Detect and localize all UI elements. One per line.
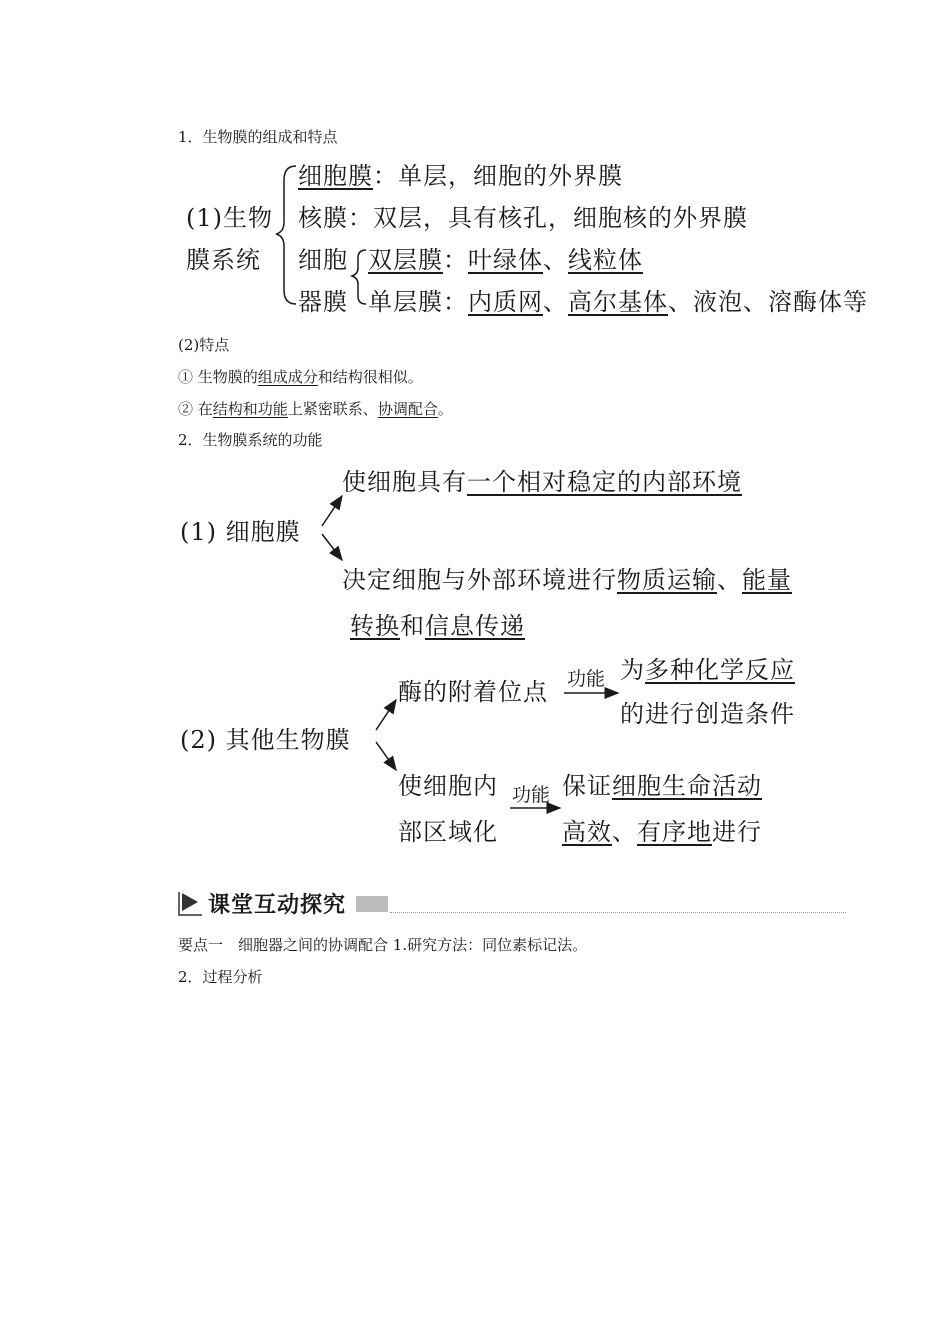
section2-heading: 2．生物膜系统的功能 — [178, 431, 323, 449]
item1-bottom-u3: 转换 — [350, 612, 400, 640]
tree-root-line1: (1)生物 — [186, 204, 273, 232]
double-membrane-term: 双层膜 — [368, 246, 443, 274]
colon: ： — [443, 246, 468, 274]
item2-label: (2) 其他生物膜 — [180, 726, 351, 754]
nuclear-membrane-desc: ：双层，具有核孔，细胞核的外界膜 — [348, 204, 748, 232]
organelle-line1: 细胞 — [298, 246, 348, 274]
separator: 、 — [612, 818, 637, 846]
mitochondria: 线粒体 — [568, 246, 643, 274]
item1-bottom-u4: 信息传递 — [425, 612, 525, 640]
item1-top-underline: 一个相对稳定的内部环境 — [467, 468, 742, 496]
item1-bottom-u2: 能量 — [742, 566, 792, 594]
separator: 、 — [543, 288, 568, 316]
brace-main — [276, 166, 296, 304]
section1-heading: 1．生物膜的组成和特点 — [178, 128, 338, 146]
golgi: 高尔基体 — [568, 288, 668, 316]
feature1-prefix: ① 生物膜的 — [178, 368, 258, 386]
er: 内质网 — [468, 288, 543, 316]
feature1-underline: 组成成分 — [257, 368, 318, 386]
item2-bottom-right-prefix: 保证 — [562, 772, 612, 800]
item1-top-prefix: 使细胞具有 — [342, 468, 467, 496]
arrow-item2-up — [376, 700, 396, 730]
feature2-prefix: ② 在 — [178, 400, 213, 418]
brace-organelle — [352, 250, 366, 304]
play-arrow-icon — [178, 890, 204, 916]
colon: ： — [443, 288, 468, 316]
item2-bottom-right-u2: 高效 — [562, 818, 612, 846]
cell-membrane-term: 细胞膜 — [298, 162, 373, 190]
arrow-item1-down — [322, 534, 342, 560]
section3-line2: 2．过程分析 — [178, 968, 263, 986]
chloroplast: 叶绿体 — [468, 246, 543, 274]
item1-bottom-u1: 物质运输 — [617, 566, 717, 594]
banner-grey-block — [356, 896, 388, 912]
feature2-underline2: 协调配合 — [377, 400, 438, 418]
item2-top-right-underline: 多种化学反应 — [645, 656, 795, 684]
section3-line1: 要点一 细胞器之间的协调配合 1.研究方法：同位素标记法。 — [178, 936, 588, 954]
features-heading: (2)特点 — [178, 336, 230, 354]
item1-bottom-prefix: 决定细胞与外部环境进行 — [342, 566, 617, 594]
feature2-mid: 上紧密联系、 — [287, 400, 378, 418]
separator: 、 — [717, 566, 742, 594]
item2-top-right-line2: 的进行创造条件 — [620, 700, 795, 728]
nuclear-membrane-term: 核膜 — [298, 204, 348, 232]
item2-bottom-right-suffix: 进行 — [712, 818, 762, 846]
single-membrane-term: 单层膜 — [368, 288, 443, 316]
feature1-suffix: 和结构很相似。 — [317, 368, 423, 386]
arrow-item1-up — [322, 496, 342, 526]
section-banner — [178, 888, 848, 918]
item2-bottom-left1: 使细胞内 — [398, 772, 498, 800]
organelle-line2: 器膜 — [298, 288, 348, 316]
item1-bottom-and: 和 — [400, 612, 425, 640]
item2-bottom-right-underline: 细胞生命活动 — [612, 772, 762, 800]
arrow-item2-down — [376, 742, 396, 770]
item2-top-right-prefix: 为 — [620, 656, 645, 684]
item1-label: (1) 细胞膜 — [180, 518, 301, 546]
tree-root-line2: 膜系统 — [186, 246, 261, 274]
item2-bottom-arrow-label: 功能 — [512, 784, 551, 806]
cell-membrane-desc: ：单层，细胞的外界膜 — [373, 162, 623, 190]
single-rest: 、液泡、溶酶体等 — [668, 288, 868, 316]
separator: 、 — [543, 246, 568, 274]
item2-bottom-left2: 部区域化 — [398, 818, 498, 846]
banner-title: 课堂互动探究 — [208, 893, 347, 918]
feature2-underline1: 结构和功能 — [212, 400, 288, 418]
banner-dotted-line — [390, 912, 846, 913]
item2-top-left: 酶的附着位点 — [398, 678, 548, 706]
item2-top-arrow-label: 功能 — [567, 668, 606, 690]
item2-bottom-right-u3: 有序地 — [637, 818, 712, 846]
feature2-suffix: 。 — [437, 400, 453, 418]
